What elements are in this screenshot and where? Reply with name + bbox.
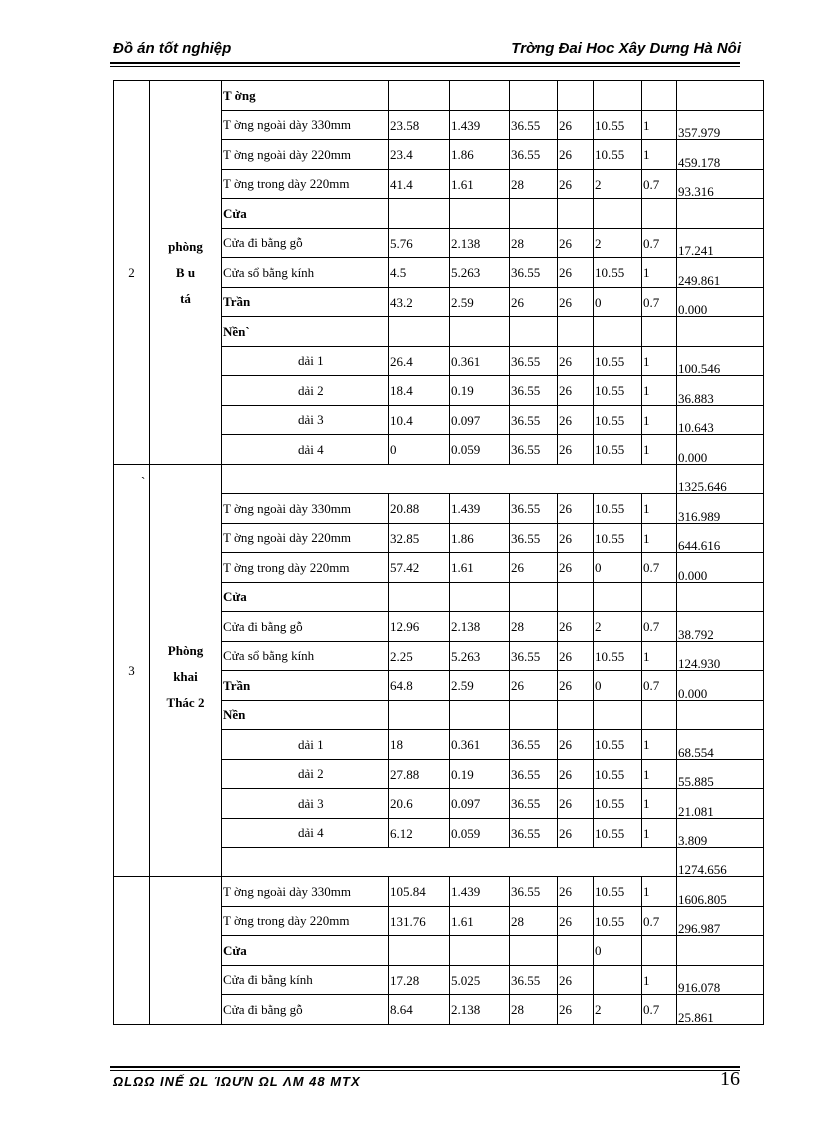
value-cell	[389, 936, 450, 966]
heat-loss-cell	[677, 317, 764, 347]
value-cell: 0.7	[642, 671, 677, 701]
row-description: T ờng ngoài dày 330mm	[222, 877, 389, 907]
value-cell	[642, 199, 677, 229]
row-description: Nền	[222, 701, 389, 730]
row-description: T ờng	[222, 81, 389, 111]
value-cell: 64.8	[389, 671, 450, 701]
value-cell: 8.64	[389, 995, 450, 1025]
stray-mark: `	[141, 474, 146, 489]
value-cell: 26	[558, 435, 594, 465]
value-cell: 26	[558, 553, 594, 583]
row-description: Cửa đi bằng gỗ	[222, 995, 389, 1025]
value-cell: 1	[642, 258, 677, 288]
page-number: 16	[720, 1068, 740, 1090]
value-cell: 2.59	[450, 671, 510, 701]
value-cell	[642, 583, 677, 612]
value-cell: 0.7	[642, 170, 677, 199]
value-cell	[510, 583, 558, 612]
value-cell: 36.55	[510, 730, 558, 760]
table-row	[114, 81, 764, 111]
value-cell: 1	[642, 789, 677, 819]
value-cell	[642, 701, 677, 730]
row-description: dải 3	[222, 406, 389, 435]
value-cell: 2.138	[450, 995, 510, 1025]
value-cell: 10.55	[594, 789, 642, 819]
value-cell	[642, 317, 677, 347]
value-cell: 10.55	[594, 435, 642, 465]
value-cell: 0.19	[450, 376, 510, 406]
value-cell: 0.059	[450, 435, 510, 465]
value-cell: 28	[510, 170, 558, 199]
value-cell: 1.61	[450, 553, 510, 583]
value-cell: 105.84	[389, 877, 450, 907]
row-description: dải 2	[222, 376, 389, 406]
footer-author-text: ΩLΩΩ ΙΝẾ ΩL ΊΩƯΝ ΩL ΛΜ 48 ΜΤΧ	[113, 1074, 361, 1089]
header-left-title: Đồ án tốt nghiệp	[113, 40, 232, 57]
value-cell: 10.55	[594, 406, 642, 435]
value-cell: 26	[510, 671, 558, 701]
value-cell: 5.025	[450, 966, 510, 995]
group-index	[114, 877, 150, 1025]
value-cell: 26	[558, 642, 594, 671]
header-rule	[110, 62, 740, 64]
value-cell: 26	[558, 347, 594, 376]
value-cell: 26	[558, 524, 594, 553]
value-cell: 28	[510, 907, 558, 936]
row-description: T ờng trong dày 220mm	[222, 553, 389, 583]
value-cell: 10.55	[594, 140, 642, 170]
value-cell: 0	[594, 671, 642, 701]
value-cell: 10.55	[594, 907, 642, 936]
heat-loss-cell: 10.643	[677, 406, 764, 435]
header-rule-thin	[110, 66, 740, 67]
heat-loss-cell: 93.316	[677, 170, 764, 199]
value-cell	[389, 701, 450, 730]
heat-loss-cell	[677, 199, 764, 229]
value-cell: 36.55	[510, 111, 558, 140]
room-name	[151, 234, 220, 312]
value-cell: 5.263	[450, 642, 510, 671]
value-cell: 10.55	[594, 877, 642, 907]
row-description: Trần	[222, 671, 389, 701]
value-cell: 1.86	[450, 524, 510, 553]
value-cell: 10.55	[594, 376, 642, 406]
value-cell	[450, 583, 510, 612]
value-cell	[594, 199, 642, 229]
blank-cell	[222, 465, 677, 494]
value-cell: 26	[558, 140, 594, 170]
value-cell: 36.55	[510, 524, 558, 553]
heat-loss-cell: 124.930	[677, 642, 764, 671]
row-description: Cửa sổ bằng kính	[222, 642, 389, 671]
heat-loss-table-wrapper	[113, 80, 763, 1032]
value-cell	[594, 81, 642, 111]
value-cell: 36.55	[510, 406, 558, 435]
value-cell	[510, 199, 558, 229]
value-cell: 36.55	[510, 494, 558, 524]
row-description: Cửa đi bằng gỗ	[222, 229, 389, 258]
value-cell: 26	[558, 494, 594, 524]
value-cell: 26	[510, 553, 558, 583]
value-cell: 36.55	[510, 819, 558, 848]
value-cell: 36.55	[510, 435, 558, 465]
room-name-cell	[141, 465, 222, 877]
value-cell: 18	[389, 730, 450, 760]
value-cell: 17.28	[389, 966, 450, 995]
value-cell	[594, 583, 642, 612]
value-cell: 2.138	[450, 229, 510, 258]
value-cell: 28	[510, 612, 558, 642]
value-cell: 1	[642, 376, 677, 406]
heat-loss-cell: 249.861	[677, 258, 764, 288]
value-cell	[389, 317, 450, 347]
heat-loss-cell: 55.885	[677, 760, 764, 789]
heat-loss-cell	[677, 583, 764, 612]
heat-loss-cell	[677, 701, 764, 730]
value-cell: 1	[642, 877, 677, 907]
heat-loss-cell: 0.000	[677, 553, 764, 583]
value-cell: 26	[558, 170, 594, 199]
blank-cell	[222, 848, 677, 877]
heat-loss-cell: 1606.805	[677, 877, 764, 907]
value-cell: 20.6	[389, 789, 450, 819]
value-cell: 23.58	[389, 111, 450, 140]
value-cell: 1	[642, 760, 677, 789]
heat-loss-cell: 916.078	[677, 966, 764, 995]
value-cell: 0	[594, 553, 642, 583]
value-cell: 10.55	[594, 760, 642, 789]
row-description: Cửa	[222, 199, 389, 229]
value-cell: 57.42	[389, 553, 450, 583]
row-description: T ờng trong dày 220mm	[222, 170, 389, 199]
value-cell	[389, 81, 450, 111]
value-cell: 26	[558, 995, 594, 1025]
value-cell: 26	[558, 612, 594, 642]
value-cell: 5.263	[450, 258, 510, 288]
value-cell: 1.439	[450, 877, 510, 907]
value-cell: 12.96	[389, 612, 450, 642]
value-cell: 18.4	[389, 376, 450, 406]
room-name-line: Thác 2	[166, 695, 205, 710]
row-description: T ờng trong dày 220mm	[222, 907, 389, 936]
value-cell	[558, 701, 594, 730]
value-cell: 36.55	[510, 347, 558, 376]
value-cell	[510, 317, 558, 347]
row-description: Cửa sổ bằng kính	[222, 258, 389, 288]
value-cell	[558, 317, 594, 347]
value-cell	[558, 583, 594, 612]
room-name-line: tá	[180, 290, 191, 306]
table-row	[114, 877, 764, 907]
value-cell: 1	[642, 642, 677, 671]
heat-loss-cell: 296.987	[677, 907, 764, 936]
heat-loss-cell: 36.883	[677, 376, 764, 406]
room-name-cell	[150, 877, 222, 1025]
value-cell: 0	[389, 435, 450, 465]
row-description: T ờng ngoài dày 220mm	[222, 140, 389, 170]
heat-loss-cell: 25.861	[677, 995, 764, 1025]
heat-loss-cell: 459.178	[677, 140, 764, 170]
value-cell: 28	[510, 229, 558, 258]
value-cell: 36.55	[510, 877, 558, 907]
value-cell: 0.7	[642, 553, 677, 583]
row-description: T ờng ngoài dày 330mm	[222, 494, 389, 524]
group-index: 2	[114, 81, 150, 465]
row-description: dải 4	[222, 435, 389, 465]
value-cell: 36.55	[510, 966, 558, 995]
value-cell: 28	[510, 995, 558, 1025]
value-cell: 10.55	[594, 642, 642, 671]
value-cell	[450, 701, 510, 730]
value-cell: 10.55	[594, 347, 642, 376]
value-cell: 0.7	[642, 229, 677, 258]
value-cell: 10.55	[594, 524, 642, 553]
value-cell: 1	[642, 494, 677, 524]
value-cell	[642, 81, 677, 111]
value-cell: 2	[594, 170, 642, 199]
row-description: Nền`	[222, 317, 389, 347]
table-body	[114, 81, 764, 1025]
value-cell: 32.85	[389, 524, 450, 553]
value-cell	[558, 936, 594, 966]
value-cell: 10.55	[594, 730, 642, 760]
value-cell: 1	[642, 819, 677, 848]
value-cell: 2.138	[450, 612, 510, 642]
value-cell: 0.7	[642, 995, 677, 1025]
value-cell: 0	[594, 936, 642, 966]
row-description: dải 3	[222, 789, 389, 819]
value-cell: 43.2	[389, 288, 450, 317]
heat-loss-cell: 100.546	[677, 347, 764, 376]
value-cell: 10.55	[594, 111, 642, 140]
value-cell	[510, 81, 558, 111]
value-cell: 1	[642, 730, 677, 760]
heat-loss-cell: 17.241	[677, 229, 764, 258]
room-name-line: phòng	[168, 238, 203, 254]
value-cell	[450, 199, 510, 229]
value-cell: 26	[558, 376, 594, 406]
value-cell: 10.55	[594, 819, 642, 848]
row-description: dải 1	[222, 347, 389, 376]
value-cell: 36.55	[510, 789, 558, 819]
value-cell: 1.61	[450, 907, 510, 936]
heat-loss-cell: 316.989	[677, 494, 764, 524]
footer-rule	[110, 1066, 740, 1068]
room-name-cell	[150, 81, 222, 465]
value-cell: 26	[558, 966, 594, 995]
value-cell: 36.55	[510, 760, 558, 789]
value-cell: 10.55	[594, 494, 642, 524]
value-cell: 0.361	[450, 347, 510, 376]
value-cell: 20.88	[389, 494, 450, 524]
value-cell: 26	[558, 819, 594, 848]
value-cell: 1	[642, 406, 677, 435]
row-description: Cửa đi bằng gỗ	[222, 612, 389, 642]
value-cell: 26	[558, 730, 594, 760]
room-name-line: Phòng	[167, 643, 204, 658]
heat-loss-cell: 644.616	[677, 524, 764, 553]
value-cell: 26	[558, 111, 594, 140]
value-cell: 26.4	[389, 347, 450, 376]
value-cell: 0.097	[450, 789, 510, 819]
value-cell: 0.19	[450, 760, 510, 789]
value-cell: 0	[594, 288, 642, 317]
value-cell: 2	[594, 612, 642, 642]
value-cell: 0.7	[642, 612, 677, 642]
room-name-line: khai	[173, 669, 198, 684]
group-total: 1274.656	[677, 848, 764, 877]
value-cell: 2.59	[450, 288, 510, 317]
heat-loss-cell: 357.979	[677, 111, 764, 140]
row-description: Cửa	[222, 583, 389, 612]
value-cell	[510, 701, 558, 730]
value-cell: 0.7	[642, 907, 677, 936]
value-cell	[389, 199, 450, 229]
value-cell: 1.86	[450, 140, 510, 170]
value-cell: 2	[594, 995, 642, 1025]
value-cell: 26	[558, 229, 594, 258]
heat-loss-cell	[677, 936, 764, 966]
value-cell: 41.4	[389, 170, 450, 199]
value-cell: 131.76	[389, 907, 450, 936]
value-cell	[558, 199, 594, 229]
value-cell: 1	[642, 524, 677, 553]
room-name-line: B u	[175, 264, 196, 280]
value-cell: 36.55	[510, 140, 558, 170]
previous-total: 1325.646	[677, 465, 764, 494]
row-description: dải 1	[222, 730, 389, 760]
value-cell: 36.55	[510, 642, 558, 671]
value-cell: 26	[558, 789, 594, 819]
value-cell	[450, 317, 510, 347]
value-cell	[642, 936, 677, 966]
row-description: Cửa	[222, 936, 389, 966]
value-cell: 36.55	[510, 376, 558, 406]
footer-rule-thin	[110, 1070, 740, 1071]
value-cell: 0.7	[642, 288, 677, 317]
value-cell: 1.439	[450, 111, 510, 140]
row-description: dải 4	[222, 819, 389, 848]
value-cell: 2	[594, 229, 642, 258]
value-cell: 27.88	[389, 760, 450, 789]
heat-loss-cell: 21.081	[677, 789, 764, 819]
row-description: T ờng ngoài dày 330mm	[222, 111, 389, 140]
header-right-title: Trờng Đai Hoc Xây Dưng Hà Nôi	[511, 40, 741, 57]
group-index: 3	[114, 465, 150, 877]
value-cell	[594, 701, 642, 730]
heat-loss-cell: 0.000	[677, 671, 764, 701]
value-cell: 1.439	[450, 494, 510, 524]
row-description: dải 2	[222, 760, 389, 789]
heat-loss-cell	[677, 81, 764, 111]
value-cell: 1	[642, 111, 677, 140]
heat-loss-cell: 0.000	[677, 435, 764, 465]
value-cell: 26	[558, 671, 594, 701]
value-cell: 10.4	[389, 406, 450, 435]
value-cell: 26	[510, 288, 558, 317]
value-cell: 26	[558, 760, 594, 789]
value-cell	[510, 936, 558, 966]
row-description: Cửa đi bằng kính	[222, 966, 389, 995]
heat-loss-cell: 38.792	[677, 612, 764, 642]
value-cell: 6.12	[389, 819, 450, 848]
value-cell	[389, 583, 450, 612]
value-cell: 26	[558, 288, 594, 317]
heat-loss-cell: 0.000	[677, 288, 764, 317]
value-cell: 23.4	[389, 140, 450, 170]
room-name	[151, 638, 220, 716]
value-cell: 26	[558, 907, 594, 936]
value-cell	[450, 81, 510, 111]
row-description: T ờng ngoài dày 220mm	[222, 524, 389, 553]
heat-loss-table	[113, 80, 764, 1025]
value-cell: 0.097	[450, 406, 510, 435]
value-cell: 4.5	[389, 258, 450, 288]
heat-loss-cell: 68.554	[677, 730, 764, 760]
row-description: Trần	[222, 288, 389, 317]
value-cell	[594, 966, 642, 995]
value-cell	[450, 936, 510, 966]
value-cell: 36.55	[510, 258, 558, 288]
value-cell: 1	[642, 140, 677, 170]
value-cell: 0.361	[450, 730, 510, 760]
value-cell: 2.25	[389, 642, 450, 671]
value-cell: 26	[558, 258, 594, 288]
heat-loss-cell: 3.809	[677, 819, 764, 848]
value-cell: 0.059	[450, 819, 510, 848]
subtotal-row	[114, 465, 764, 494]
value-cell: 1	[642, 966, 677, 995]
value-cell: 1	[642, 347, 677, 376]
value-cell: 1.61	[450, 170, 510, 199]
value-cell: 26	[558, 406, 594, 435]
value-cell	[558, 81, 594, 111]
value-cell: 1	[642, 435, 677, 465]
value-cell: 5.76	[389, 229, 450, 258]
value-cell: 26	[558, 877, 594, 907]
value-cell: 10.55	[594, 258, 642, 288]
value-cell	[594, 317, 642, 347]
